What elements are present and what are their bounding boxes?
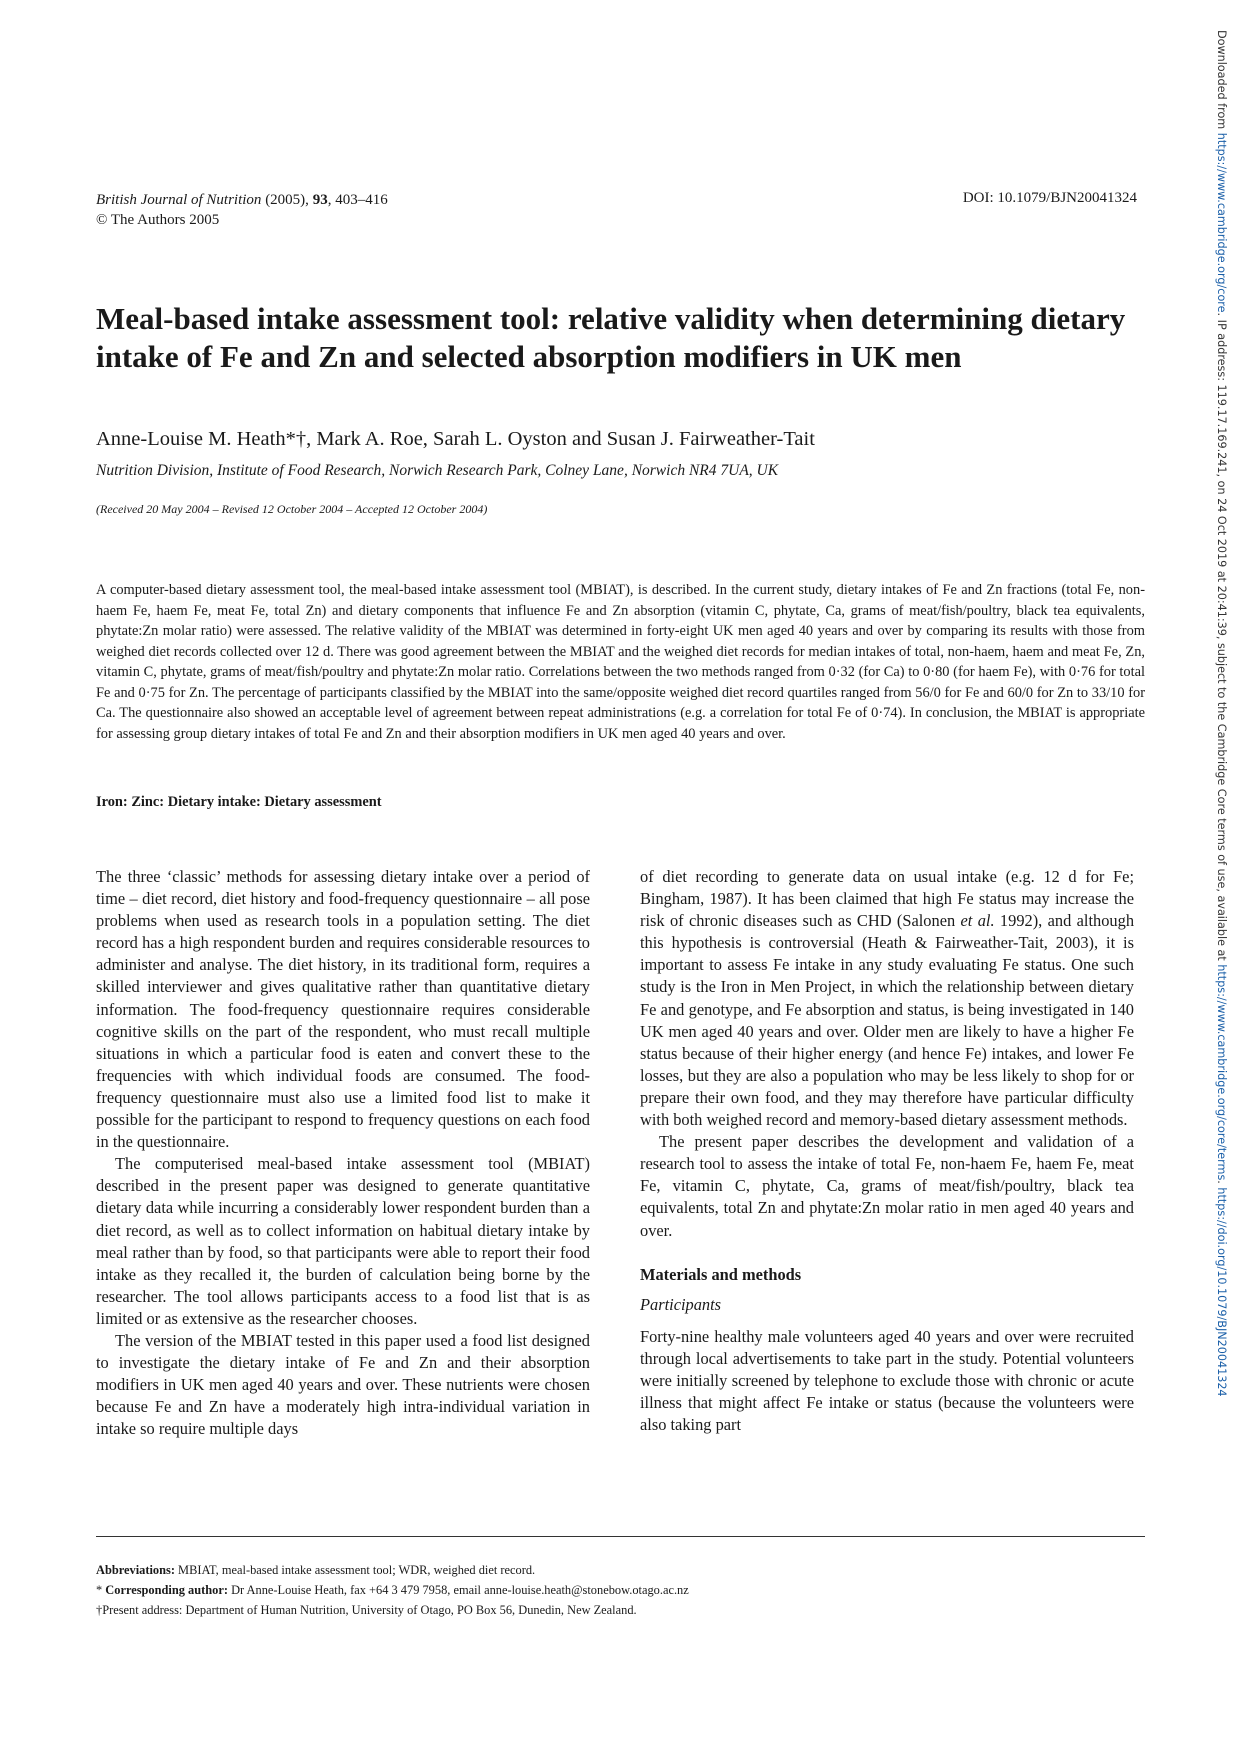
download-banner: Downloaded from https://www.cambridge.org/core. IP address: 119.17.169.241, on 24 Oct 2019 at 20:41:39, subject to the Cambridge Core terms of use, available at https://www.cambridge.org/core/terms. https://doi.org/10.1079/BJN20041324	[1215, 30, 1228, 1397]
keywords: Iron: Zinc: Dietary intake: Dietary assessment	[96, 794, 382, 810]
section-heading: Materials and methods	[640, 1264, 802, 1284]
corresponding-author-note: * Corresponding author: Dr Anne-Louise Heath, fax +64 3 479 7958, email anne-louise.heath@stonebow.otago.ac.nz	[96, 1583, 689, 1597]
journal-citation: British Journal of Nutrition (2005), 93, 403–416 © The Authors 2005	[96, 192, 388, 228]
author-list: Anne-Louise M. Heath*†, Mark A. Roe, Sarah L. Oyston and Susan J. Fairweather-Tait	[96, 428, 815, 450]
present-address-note: †Present address: Department of Human Nutrition, University of Otago, PO Box 56, Dunedin, New Zealand.	[96, 1603, 637, 1617]
body-paragraph: Forty-nine healthy male volunteers aged 40 years and over were recruited through local advertisements to take part in the study. Potential volunteers were initially screened by telephone to exclude those with chronic or acute illness that might affect Fe intake or status (because the volunteers were also taking part	[640, 1326, 1134, 1435]
doi-link[interactable]: https://doi.org/10.1079/BJN20041324	[1215, 1187, 1228, 1397]
affiliation: Nutrition Division, Institute of Food Research, Norwich Research Park, Colney Lane, Norwich NR4 7UA, UK	[96, 462, 779, 479]
body-paragraph: The present paper describes the development and validation of a research tool to assess the intake of total Fe, non-haem Fe, haem Fe, meat Fe, vitamin C, phytate, Ca, grams of meat/fish/poultry, black tea equivalents, total Zn and phytate:Zn molar ratio in men aged 40 years and over.	[640, 1132, 1134, 1240]
footnote-divider	[96, 1536, 1145, 1537]
abbreviations-note: Abbreviations: MBIAT, meal-based intake assessment tool; WDR, weighed diet record.	[96, 1563, 536, 1577]
doi-header: DOI: 10.1079/BJN20041324	[962, 190, 1137, 206]
body-paragraph: The three ‘classic’ methods for assessing dietary intake over a period of time – diet record, diet history and food-frequency questionnaire – all pose problems when used as research tools in a population setting. The diet record has a high respondent burden and requires considerable resources to administer and analyse. The diet history, in its traditional form, requires a skilled interviewer and gives qualitative rather than quantitative dietary information. The food-frequency questionnaire requires considerable cognitive skills on the part of the respondent, who must recall multiple situations in which a particular food is eaten and convert these to the frequencies with which individual foods are consumed. The food-frequency questionnaire must also use a limited food list to make it possible for the participant to respond to frequency questions on each food in the questionnaire.	[96, 867, 590, 1152]
body-paragraph: of diet recording to generate data on usual intake (e.g. 12 d for Fe; Bingham, 1987). It has been claimed that high Fe status may increase the risk of chronic diseases such as CHD (Salonen et al. 1992), and although this hypothesis is controversial (Heath & Fairweather-Tait, 2003), it is important to assess Fe intake in any study evaluating Fe status. One such study is the Iron in Men Project, in which the relationship between dietary Fe and genotype, and Fe absorption and status, is being investigated in 140 UK men aged 40 years and over. Older men are likely to have a higher Fe status because of their higher energy (and hence Fe) intakes, and lower Fe losses, but they are also a population who may be less likely to shop for or prepare their own food, and they may therefore have particular difficulty with both weighed record and memory-based dietary assessment methods.	[640, 867, 1135, 1130]
abstract: A computer-based dietary assessment tool, the meal-based intake assessment tool (MBIAT), is described. In the current study, dietary intakes of Fe and Zn fractions (total Fe, non-haem Fe, haem Fe, meat Fe, total Zn) and dietary components that influence Fe and Zn absorption (vitamin C, phytate, Ca, grams of meat/fish/poultry, black tea equivalents, phytate:Zn molar ratio) were assessed. The relative validity of the MBIAT was determined in forty-eight UK men aged 40 years and over by comparing its results with those from weighed diet records collected over 12 d. There was good agreement between the MBIAT and the weighed diet records for median intakes of total, non-haem, haem and meat Fe, Zn, vitamin C, phytate, grams of meat/fish/poultry and phytate:Zn molar ratio. Correlations between the two methods ranged from 0·32 (for Ca) to 0·80 (for haem Fe), with 0·76 for total Fe and 0·75 for Zn. The percentage of participants classified by the MBIAT into the same/opposite weighed diet record quartiles ranged from 56/0 for Fe and 60/0 for Zn to 33/10 for Ca. The questionnaire also showed an acceptable level of agreement between repeat administrations (e.g. a correlation for total Fe of 0·74). In conclusion, the MBIAT is appropriate for assessing group dietary intakes of total Fe and Zn and their absorption modifiers in UK men aged 40 years and over.	[96, 582, 1145, 742]
body-paragraph: The version of the MBIAT tested in this paper used a food list designed to investigate the dietary intake of Fe and Zn and their absorption modifiers in UK men aged 40 years and over. These nutrients were chosen because Fe and Zn have a moderately high intra-individual variation in intake so require multiple days	[96, 1330, 590, 1439]
footnotes	[96, 1560, 689, 1620]
body-column-left	[96, 866, 590, 1440]
body-paragraph: The computerised meal-based intake assessment tool (MBIAT) described in the present paper was designed to generate quantitative dietary data while incurring a considerably lower respondent burden than a diet record, as well as to collect information on habitual dietary intake by meal rather than by food, so that participants were able to report their food intake as they recalled it, the burden of calculation being borne by the researcher. The tool allows participants access to a food list that is as limited or as extensive as the researcher chooses.	[96, 1154, 590, 1328]
copyright-line: © The Authors 2005	[96, 212, 220, 228]
received-dates: (Received 20 May 2004 – Revised 12 October 2004 – Accepted 12 October 2004)	[96, 502, 488, 516]
cambridge-terms-link[interactable]: https://www.cambridge.org/core/terms	[1215, 964, 1228, 1181]
article-title: Meal-based intake assessment tool: relative validity when determining dietary intake of Fe and Zn and selected absorption modifiers in UK men	[96, 301, 1126, 374]
subsection-heading: Participants	[640, 1294, 722, 1314]
body-column-right	[640, 866, 1134, 1436]
journal-name: British Journal of Nutrition	[96, 192, 262, 208]
journal-volume: 93	[312, 192, 328, 208]
cambridge-core-link[interactable]: https://www.cambridge.org/core	[1215, 132, 1228, 313]
